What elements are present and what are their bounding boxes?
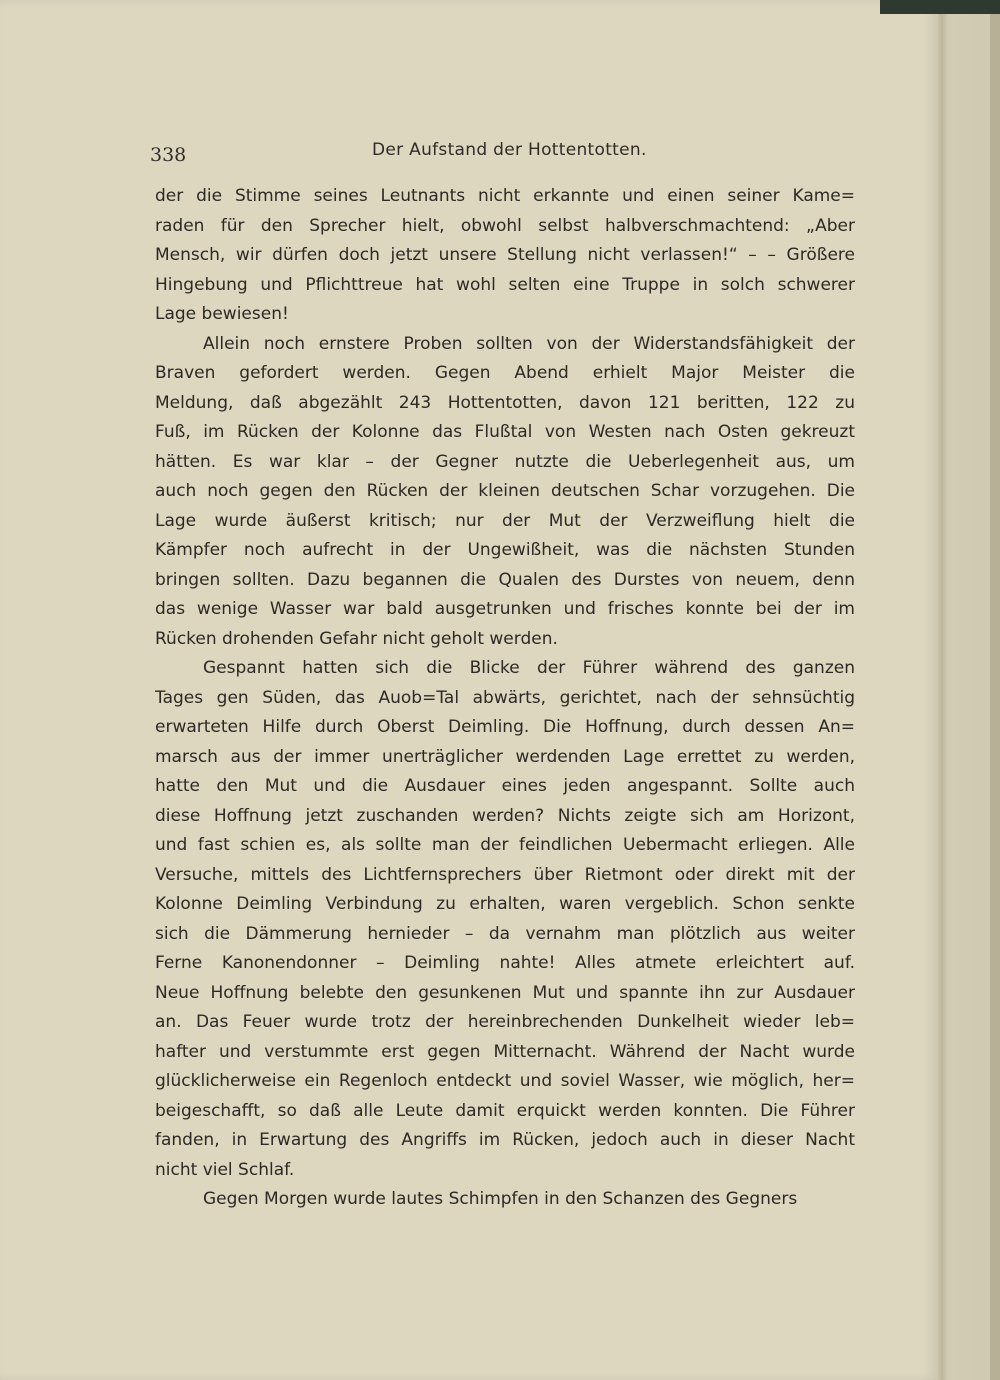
- text-line: Neue Hoffnung belebte den gesunkenen Mut und spannte ihn zur Ausdauer: [155, 982, 855, 1003]
- text-line: Kämpfer noch aufrecht in der Ungewißheit, was die nächsten Stunden: [155, 540, 855, 560]
- text-line: diese Hoffnung jetzt zuschanden werden? Nichts zeigte sich am Horizont,: [155, 805, 855, 826]
- text-line: das wenige Wasser war bald ausgetrunken und frisches konnte bei der im: [155, 599, 855, 619]
- text-line: Meldung, daß abgezählt 243 Hottentotten, davon 121 beritten, 122 zu: [155, 392, 855, 413]
- text-line: beigeschafft, so daß alle Leute damit erquickt werden konnten. Die Führer: [155, 1100, 855, 1121]
- text-line: auch noch gegen den Rücken der kleinen deutschen Schar vorzugehen. Die: [155, 481, 855, 501]
- text-line: raden für den Sprecher hielt, obwohl selbst halbverschmachtend: „Aber: [155, 215, 855, 236]
- text-line: hafter und verstummte erst gegen Mitternacht. Während der Nacht wurde: [155, 1041, 855, 1062]
- text-line: Hingebung und Pflichttreue hat wohl selten eine Truppe in solch schwerer: [155, 274, 855, 295]
- text-line: sich die Dämmerung hernieder – da vernahm man plötzlich aus weiter: [155, 923, 855, 944]
- text-line: Braven gefordert werden. Gegen Abend erhielt Major Meister die: [155, 363, 855, 383]
- body-text: [155, 182, 855, 1215]
- text-line: Versuche, mittels des Lichtfernsprechers über Rietmont oder direkt mit der: [155, 864, 855, 885]
- running-title: Der Aufstand der Hottentotten.: [372, 140, 647, 160]
- text-line: Gegen Morgen wurde lautes Schimpfen in den Schanzen des Gegners: [203, 1189, 798, 1209]
- text-line: nicht viel Schlaf.: [155, 1159, 295, 1180]
- text-line: Lage wurde äußerst kritisch; nur der Mut der Verzweiflung hielt die: [155, 510, 855, 531]
- page-number: 338: [150, 144, 187, 166]
- page-header: [150, 140, 850, 170]
- text-line: Kolonne Deimling Verbindung zu erhalten, waren vergeblich. Schon senkte: [155, 894, 855, 914]
- text-line: fanden, in Erwartung des Angriffs im Rücken, jedoch auch in dieser Nacht: [155, 1130, 855, 1150]
- text-line: Lage bewiesen!: [155, 304, 289, 324]
- text-line: Mensch, wir dürfen doch jetzt unsere Stellung nicht verlassen!“ – – Größere: [155, 245, 855, 265]
- binding-corner: [880, 0, 1000, 14]
- text-line: hatte den Mut und die Ausdauer eines jeden angespannt. Sollte auch: [155, 776, 855, 796]
- text-line: glücklicherweise ein Regenloch entdeckt und soviel Wasser, wie möglich, her=: [155, 1071, 855, 1091]
- text-line: marsch aus der immer unerträglicher werdenden Lage errettet zu werden,: [155, 746, 855, 767]
- text-line: der die Stimme seines Leutnants nicht erkannte und einen seiner Kame=: [155, 186, 855, 206]
- text-line: Fuß, im Rücken der Kolonne das Flußtal von Westen nach Osten gekreuzt: [155, 422, 855, 442]
- text-line: erwarteten Hilfe durch Oberst Deimling. Die Hoffnung, durch dessen An=: [155, 717, 855, 737]
- text-line: Rücken drohenden Gefahr nicht geholt werden.: [155, 628, 558, 649]
- text-line: an. Das Feuer wurde trotz der hereinbrechenden Dunkelheit wieder leb=: [155, 1012, 855, 1032]
- text-line: und fast schien es, als sollte man der feindlichen Uebermacht erliegen. Alle: [155, 835, 855, 855]
- book-spine-strip: [990, 0, 1000, 1380]
- text-line: Allein noch ernstere Proben sollten von der Widerstandsfähigkeit der: [203, 333, 855, 354]
- text-line: Gespannt hatten sich die Blicke der Führer während des ganzen: [203, 658, 855, 678]
- text-line: hätten. Es war klar – der Gegner nutzte die Ueberlegenheit aus, um: [155, 451, 855, 472]
- text-line: Tages gen Süden, das Auob=Tal abwärts, gerichtet, nach der sehnsüchtig: [155, 687, 855, 708]
- text-line: Ferne Kanonendonner – Deimling nahte! Alles atmete erleichtert auf.: [155, 953, 855, 973]
- text-line: bringen sollten. Dazu begannen die Qualen des Durstes von neuem, denn: [155, 569, 855, 590]
